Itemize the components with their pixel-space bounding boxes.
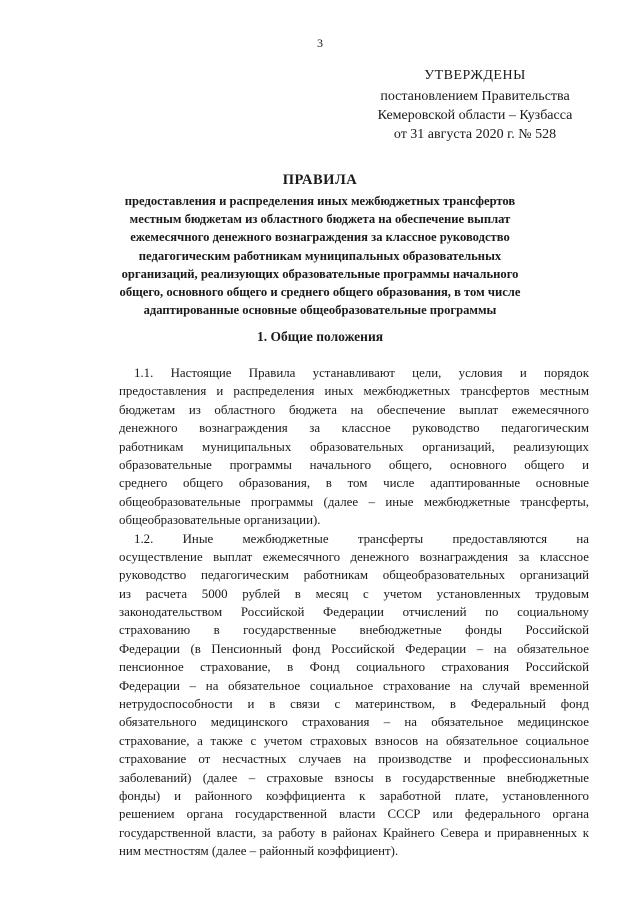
body-line: денежного вознаграждения за классное руководство педагогическим [119, 421, 589, 436]
body-line: работникам муниципальных образовательных организаций, реализующих [119, 439, 589, 454]
body-line: пенсионное страхование, в Фонд социального страхования Российской [119, 660, 589, 675]
section-heading: 1. Общие положения [256, 329, 384, 344]
subtitle-line: общего, основного общего и среднего общего образования, в том числе [119, 285, 521, 300]
approval-block [360, 66, 590, 144]
document-title: ПРАВИЛА [282, 172, 358, 188]
body-line: заболеваний) (далее – страховые взносы в государственные внебюджетные [119, 770, 589, 785]
body-line: среднего общего образования, в том числе адаптированные основные [119, 476, 589, 491]
body-line: из расчета 5000 рублей в месяц с учетом установленных трудовым [119, 586, 589, 601]
approval-head: УТВЕРЖДЕНЫ [424, 68, 526, 83]
body-line: фонды) и районного коэффициента к заработной плате, установленного [119, 788, 589, 803]
subtitle-line: адаптированные основные общеобразовательные программы [143, 303, 497, 318]
body-line: обязательного медицинского страхования – на обязательное медицинское [119, 715, 589, 730]
subtitle-line: педагогическим работникам муниципальных образовательных [138, 248, 502, 263]
approval-line: постановлением Правительства [380, 89, 570, 104]
body-line: бюджетам из областного бюджета на обеспечение выплат ежемесячного [119, 402, 589, 417]
body-line: общеобразовательные программы (далее – иные межбюджетные трансферты, [119, 494, 589, 509]
body-line: государственной власти, за работу в районах Крайнего Севера и приравненных к [119, 825, 589, 840]
body-line: образовательные программы начального общего, основного общего и [119, 457, 589, 472]
approval-line: от 31 августа 2020 г. № 528 [393, 127, 557, 142]
body-line: 1.2. Иные межбюджетные трансферты предоставляются на [134, 531, 589, 546]
subtitle-line: предоставления и распределения иных межбюджетных трансфертов [124, 194, 516, 208]
body-line: страхование от несчастных случаев на производстве и профессиональных [119, 752, 589, 767]
body-line: ним местностям (далее – районный коэффициент). [119, 844, 399, 859]
body-line: законодательством Российской Федерации отчислений по социальному [119, 605, 589, 620]
body-text [119, 364, 589, 861]
subtitle-line: ежемесячного денежного вознаграждения за классное руководство [130, 230, 510, 245]
body-line: предоставления и распределения иных межбюджетных трансфертов местным [119, 384, 589, 399]
body-line: осуществление выплат ежемесячного денежного вознаграждения за классное [119, 549, 589, 564]
body-line: руководство педагогическим работникам общеобразовательных организаций [119, 568, 589, 583]
approval-line: Кемеровской области – Кузбасса [377, 108, 573, 123]
body-line: решением органа государственной власти СССР или федерального органа [119, 807, 589, 822]
subtitle-line: местным бюджетам из областного бюджета на обеспечение выплат [129, 212, 511, 227]
body-line: Федерации (в Пенсионный фонд Российской Федерации – на обязательное [119, 641, 589, 656]
body-line: общеобразовательные организации). [119, 513, 321, 528]
body-line: страхованию в государственные внебюджетные фонды Российской [119, 623, 589, 638]
document-subtitle [100, 192, 540, 319]
subtitle-line: организаций, реализующих образовательные программы начального [121, 266, 519, 281]
page-number: 3 [317, 36, 323, 50]
body-line: нетрудоспособности и в связи с материнством, в Федеральный фонд [119, 697, 589, 712]
body-line: 1.1. Настоящие Правила устанавливают цели, условия и порядок [134, 366, 589, 380]
body-line: страхование, а также с учетом страховых взносов на обязательное социальное [119, 733, 589, 748]
body-line: Федерации – на обязательное социальное страхование на случай временной [119, 678, 589, 693]
